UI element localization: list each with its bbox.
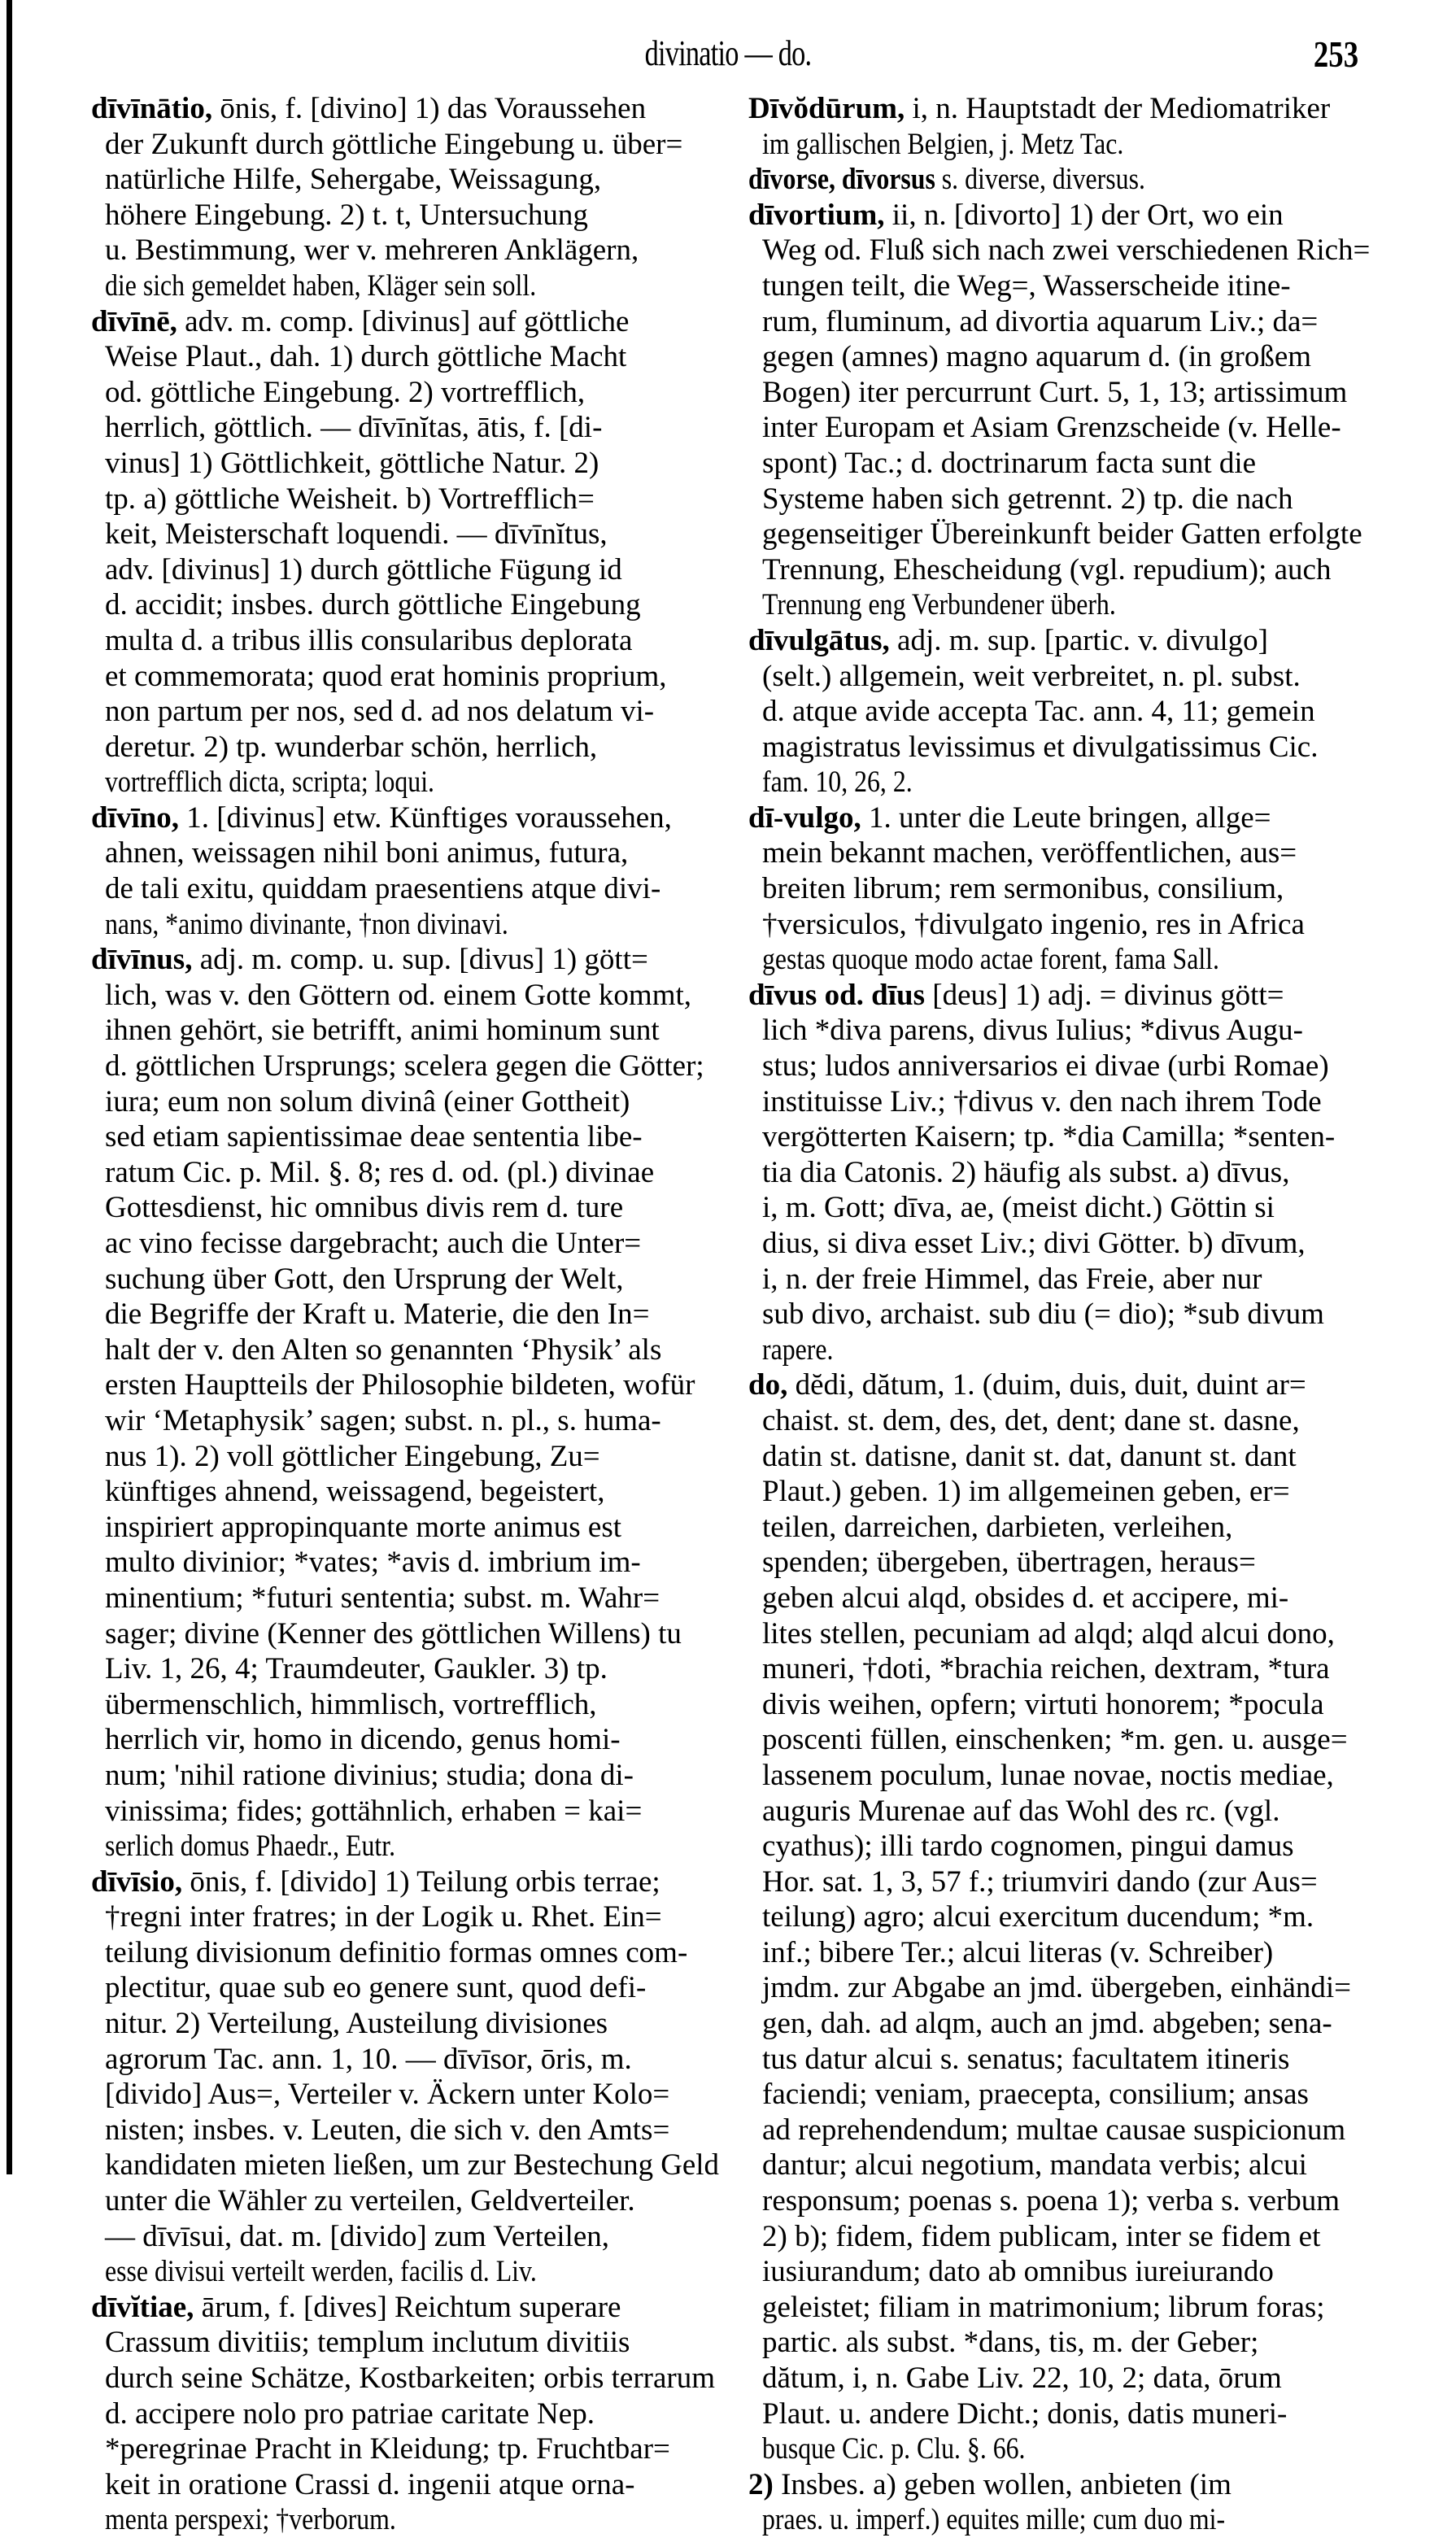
entry-line: iura; eum non solum divinâ (einer Gottheit) — [105, 1084, 630, 1119]
entry-line: suchung über Gott, den Ursprung der Welt, — [105, 1262, 624, 1296]
entry-line: praes. u. imperf.) equites mille; cum duo mi- — [762, 2503, 1226, 2537]
entry-line: Bogen) iter percurrunt Curt. 5, 1, 13; artissimum — [762, 375, 1348, 409]
headword: dīvulgātus, — [748, 623, 890, 657]
entry-first-line: dīvīsio, ōnis, f. [divido] 1) Teilung orbis terrae; — [91, 1864, 660, 1899]
entry-line: minentium; *futuri sententia; subst. m. Wahr= — [105, 1581, 660, 1615]
entry-line: divis weihen, opfern; virtuti honorem; *pocula — [762, 1687, 1324, 1721]
entry-line: d. accipere nolo pro patriae caritate Nep. — [105, 2396, 595, 2431]
running-header-title: divinatio — do. — [644, 33, 812, 73]
dictionary-entry — [91, 942, 719, 1864]
entry-line: durch seine Schätze, Kostbarkeiten; orbis terrarum — [105, 2361, 716, 2395]
entry-line: d. accidit; insbes. durch göttliche Eingebung — [105, 588, 641, 622]
entry-line: lites stellen, pecuniam ad alqd; alqd alcui dono, — [762, 1616, 1335, 1651]
entry-line: ihnen gehört, sie betrifft, animi hominum sunt — [105, 1014, 660, 1048]
entry-line: ersten Hauptteils der Philosophie bildeten, wofür — [105, 1368, 695, 1402]
headword: dīvorse, dīvorsus — [748, 163, 935, 197]
entry-line: vinus] 1) Göttlichkeit, göttliche Natur. 2) — [105, 446, 599, 480]
entry-line: gen, dah. ad alqm, auch an jmd. abgeben; sena- — [762, 2007, 1332, 2041]
entry-line: Plaut.) geben. 1) im allgemeinen geben, er= — [762, 1475, 1290, 1509]
entry-line: herrlich vir, homo in dicendo, genus homi- — [105, 1723, 621, 1757]
entry-line: menta perspexi; †verborum. — [105, 2503, 396, 2537]
entry-line: der Zukunft durch göttliche Eingebung u. über= — [105, 127, 683, 161]
entry-line: magistratus levissimus et divulgatissimus Cic. — [762, 730, 1319, 764]
entry-line: nus 1). 2) voll göttlicher Eingebung, Zu= — [105, 1439, 600, 1473]
entry-line: inter Europam et Asiam Grenzscheide (v. Helle- — [762, 411, 1341, 445]
dictionary-entry — [748, 91, 1380, 162]
entry-line: lich *diva parens, divus Iulius; *divus Augu- — [762, 1014, 1303, 1048]
entry-line: natürliche Hilfe, Sehergabe, Weissagung, — [105, 163, 602, 197]
entry-line: Liv. 1, 26, 4; Traumdeuter, Gaukler. 3) tp. — [105, 1652, 608, 1686]
entry-line: jmdm. zur Abgabe an jmd. übergeben, einhändi= — [762, 1971, 1352, 2005]
entry-line: wir ‘Metaphysik’ sagen; subst. n. pl., s. huma- — [105, 1403, 661, 1437]
entry-line: die Begriffe der Kraft u. Materie, die den In= — [105, 1297, 650, 1332]
entry-line: multo divinior; *vates; *avis d. imbrium im- — [105, 1546, 641, 1580]
entry-line: chaist. st. dem, des, det, dent; dane st. dasne, — [762, 1403, 1300, 1437]
headword: dī-vulgo, — [748, 800, 861, 835]
headword: dīvīsio, — [91, 1864, 183, 1899]
entry-line: dius, si diva esset Liv.; divi Götter. b) dīvum, — [762, 1227, 1306, 1260]
entry-line: im gallischen Belgien, j. Metz Tac. — [762, 127, 1124, 161]
entry-first-line: dīvĭtiae, ārum, f. [dives] Reichtum superare — [91, 2290, 621, 2324]
headword: dīvīnus, — [91, 943, 193, 977]
entry-line: d. göttlichen Ursprungs; scelera gegen die Götter; — [105, 1049, 704, 1084]
entry-line: 2) b); fidem, fidem publicam, inter se fidem et — [762, 2219, 1321, 2253]
entry-line: unter die Wähler zu verteilen, Geldverteiler. — [105, 2184, 635, 2218]
headword: 2) — [748, 2467, 774, 2501]
entry-line: plectitur, quae sub eo genere sunt, quod defi- — [105, 1971, 647, 2005]
entry-line: Trennung eng Verbundener überh. — [762, 588, 1116, 622]
entry-line: multa d. a tribus illis consularibus deplorata — [105, 623, 633, 657]
entry-line: Trennung, Ehescheidung (vgl. repudium); auch — [762, 552, 1332, 587]
entry-line: vinissima; fides; gottähnlich, erhaben = kai= — [105, 1794, 643, 1828]
entry-line: ac vino fecisse dargebracht; auch die Unter= — [105, 1227, 642, 1260]
entry-line: tus datur alcui s. senatus; facultatem itineris — [762, 2042, 1290, 2076]
entry-line: höhere Eingebung. 2) t. t, Untersuchung — [105, 198, 588, 232]
headword: dīvortium, — [748, 198, 885, 232]
entry-line: Gottesdienst, hic omnibus divis rem d. ture — [105, 1191, 624, 1225]
entry-line: cyathus); illi tardo cognomen, pingui damus — [762, 1829, 1294, 1864]
headword: dīvus od. dīus — [748, 978, 925, 1012]
entry-line: ratum Cic. p. Mil. §. 8; res d. od. (pl.) divinae — [105, 1155, 655, 1189]
entry-line: Weise Plaut., dah. 1) durch göttliche Macht — [105, 340, 627, 374]
entry-line: ahnen, weissagen nihil boni animus, futura, — [105, 836, 629, 870]
entry-first-line: dīvus od. dīus [deus] 1) adj. = divinus gött= — [748, 978, 1284, 1012]
entry-first-line: dīvīnē, adv. m. comp. [divinus] auf göttliche — [91, 304, 630, 338]
entry-line: — dīvīsui, dat. m. [divido] zum Verteilen, — [105, 2219, 610, 2253]
entry-line: stus; ludos anniversarios ei divae (urbi Romae) — [762, 1049, 1329, 1084]
entry-line: geleistet; filiam in matrimonium; librum foras; — [762, 2290, 1325, 2324]
left-column — [91, 91, 719, 2538]
entry-first-line: dīvorse, dīvorsus s. diverse, diversus. — [748, 163, 1145, 197]
right-column — [748, 91, 1380, 2538]
entry-line: sager; divine (Kenner des göttlichen Willens) tu — [105, 1616, 682, 1651]
entry-line: deretur. 2) tp. wunderbar schön, herrlich, — [105, 730, 598, 764]
headword: do, — [748, 1368, 788, 1402]
entry-line: †versiculos, †divulgato ingenio, res in Africa — [762, 907, 1305, 941]
entry-line: übermenschlich, himmlisch, vortrefflich, — [105, 1687, 597, 1721]
entry-line: u. Bestimmung, wer v. mehreren Anklägern, — [105, 233, 639, 268]
dictionary-entry — [91, 1864, 719, 2290]
entry-line: *peregrinae Pracht in Kleidung; tp. Fruchtbar= — [105, 2432, 670, 2466]
entry-line: responsum; poenas s. poena 1); verba s. verbum — [762, 2184, 1340, 2218]
entry-line: instituisse Liv.; †divus v. den nach ihrem Tode — [762, 1084, 1322, 1119]
entry-line: sed etiam sapientissimae deae sententia libe- — [105, 1120, 643, 1154]
entry-first-line: dīvīno, 1. [divinus] etw. Künftiges voraussehen, — [91, 800, 672, 835]
entry-line: inf.; bibere Ter.; alcui literas (v. Schreiber) — [762, 1935, 1274, 1969]
entry-line: sub divo, archaist. sub diu (= dio); *sub divum — [762, 1297, 1324, 1332]
entry-line: teilung) agro; alcui exercitum ducendum; *m. — [762, 1900, 1314, 1934]
headword: dīvīnē, — [91, 304, 177, 338]
entry-line: †regni inter fratres; in der Logik u. Rhet. Ein= — [105, 1900, 662, 1934]
entry-line: d. atque avide accepta Tac. ann. 4, 11; gemein — [762, 695, 1315, 729]
entry-line: de tali exitu, quiddam praesentiens atque divi- — [105, 872, 661, 906]
entry-line: vergötterten Kaisern; tp. *dia Camilla; *senten- — [762, 1120, 1336, 1154]
entry-first-line: dīvortium, ii, n. [divorto] 1) der Ort, wo ein — [748, 198, 1284, 232]
entry-line: teilung divisionum definitio formas omnes com- — [105, 1935, 688, 1969]
dictionary-entry — [91, 2290, 719, 2538]
entry-line: keit, Meisterschaft loquendi. — dīvīnĭtus, — [105, 517, 608, 552]
entry-line: serlich domus Phaedr., Eutr. — [105, 1829, 396, 1864]
entry-first-line: 2) Insbes. a) geben wollen, anbieten (im — [748, 2467, 1231, 2501]
entry-line: mein bekannt machen, veröffentlichen, aus= — [762, 836, 1297, 870]
entry-line: dantur; alcui negotium, mandata verbis; alcui — [762, 2148, 1307, 2183]
entry-line: vortrefflich dicta, scripta; loqui. — [105, 765, 434, 800]
entry-line: ad reprehendendum; multae causae suspicionum — [762, 2113, 1346, 2147]
page-number: 253 — [1313, 33, 1359, 75]
entry-line: Crassum divitiis; templum inclutum divitiis — [105, 2326, 630, 2360]
dictionary-entry — [748, 978, 1380, 1368]
entry-line: spenden; übergeben, übertragen, heraus= — [762, 1546, 1256, 1580]
dictionary-entry — [748, 1367, 1380, 2466]
entry-line: nitur. 2) Verteilung, Austeilung divisiones — [105, 2007, 608, 2041]
entry-line: lassenem poculum, lunae novae, noctis mediae, — [762, 1758, 1334, 1792]
headword: dīvīno, — [91, 800, 179, 835]
entry-line: [divido] Aus=, Verteiler v. Äckern unter Kolo= — [105, 2078, 670, 2112]
dictionary-entry — [748, 623, 1380, 800]
entry-line: Weg od. Fluß sich nach zwei verschiedenen Rich= — [762, 233, 1371, 268]
entry-line: datin st. datisne, danit st. dat, danunt st. dant — [762, 1439, 1297, 1473]
entry-line: gegenseitiger Übereinkunft beider Gatten erfolgte — [762, 517, 1362, 552]
entry-line: esse divisui verteilt werden, facilis d. Liv. — [105, 2255, 537, 2289]
entry-line: gegen (amnes) magno aquarum d. (in großem — [762, 340, 1312, 374]
entry-first-line: do, dĕdi, dătum, 1. (duim, duis, duit, duint ar= — [748, 1368, 1306, 1402]
entry-line: busque Cic. p. Clu. §. 66. — [762, 2432, 1026, 2466]
entry-line: tungen teilt, die Weg=, Wasserscheide itine- — [762, 268, 1291, 303]
entry-line: Hor. sat. 1, 3, 57 f.; triumviri dando (zur Aus= — [762, 1864, 1318, 1899]
entry-line: keit in oratione Crassi d. ingenii atque orna- — [105, 2467, 635, 2501]
entry-line: auguris Murenae auf das Wohl des rc. (vgl. — [762, 1794, 1280, 1828]
entry-line: lich, was v. den Göttern od. einem Gotte kommt, — [105, 978, 692, 1012]
entry-line: dătum, i, n. Gabe Liv. 22, 10, 2; data, ōrum — [762, 2361, 1282, 2395]
dictionary-entry — [91, 800, 719, 942]
headword: dīvĭtiae, — [91, 2290, 194, 2324]
entry-line: poscenti füllen, einschenken; *m. gen. u. ausge= — [762, 1723, 1348, 1757]
entry-line: die sich gemeldet haben, Kläger sein soll. — [105, 268, 537, 303]
entry-line: et commemorata; quod erat hominis proprium, — [105, 659, 667, 693]
entry-line: tia dia Catonis. 2) häufig als subst. a) dīvus, — [762, 1155, 1290, 1189]
entry-line: künftiges ahnend, weissagend, begeistert, — [105, 1475, 605, 1509]
entry-line: num; 'nihil ratione divinius; studia; dona di- — [105, 1758, 634, 1792]
entry-line: gestas quoque modo actae forent, fama Sall. — [762, 943, 1219, 977]
entry-line: i, n. der freie Himmel, das Freie, aber nur — [762, 1262, 1262, 1296]
entry-line: od. göttliche Eingebung. 2) vortrefflich, — [105, 375, 586, 409]
entry-line: rum, fluminum, ad divortia aquarum Liv.; da= — [762, 304, 1319, 338]
entry-line: muneri, †doti, *brachia reichen, dextram, *tura — [762, 1652, 1330, 1686]
entry-line: nans, *animo divinante, †non divinavi. — [105, 907, 508, 941]
entry-line: iusiurandum; dato ab omnibus iureiurando — [762, 2255, 1274, 2289]
dictionary-entry — [91, 91, 719, 304]
entry-line: Plaut. u. andere Dicht.; donis, datis muneri- — [762, 2396, 1288, 2431]
entry-line: halt der v. den Alten so genannten ‘Physik’ als — [105, 1332, 662, 1367]
entry-line: breiten librum; rem sermonibus, consilium, — [762, 872, 1284, 906]
dictionary-entry — [748, 162, 1380, 198]
entry-line: partic. als subst. *dans, tis, m. der Geber; — [762, 2326, 1259, 2360]
entry-line: tp. a) göttliche Weisheit. b) Vortrefflich= — [105, 482, 595, 516]
entry-first-line: dīvīnus, adj. m. comp. u. sup. [divus] 1) gött= — [91, 943, 648, 977]
entry-line: non partum per nos, sed d. ad nos delatum vi- — [105, 695, 655, 729]
entry-line: faciendi; veniam, praecepta, consilium; ansas — [762, 2078, 1309, 2112]
entry-first-line: dīvulgātus, adj. m. sup. [partic. v. divulgo] — [748, 623, 1268, 657]
entry-line: rapere. — [762, 1332, 834, 1367]
dictionary-entry — [748, 198, 1380, 623]
entry-line: adv. [divinus] 1) durch göttliche Fügung id — [105, 552, 622, 587]
entry-line: i, m. Gott; dīva, ae, (meist dicht.) Göttin si — [762, 1191, 1275, 1225]
entry-first-line: dīvīnātio, ōnis, f. [divino] 1) das Voraussehen — [91, 92, 647, 125]
entry-line: geben alcui alqd, obsides d. et accipere, mi- — [762, 1581, 1289, 1615]
dictionary-entry — [91, 304, 719, 800]
dictionary-entry — [748, 800, 1380, 978]
dictionary-entry — [748, 2467, 1380, 2538]
page-edge-border — [7, 0, 12, 2174]
entry-line: agrorum Tac. ann. 1, 10. — dīvīsor, ōris, m. — [105, 2042, 632, 2076]
entry-line: nisten; insbes. v. Leuten, die sich v. den Amts= — [105, 2113, 670, 2147]
entry-line: Systeme haben sich getrennt. 2) tp. die nach — [762, 482, 1293, 516]
entry-first-line: Dīvŏdūrum, i, n. Hauptstadt der Mediomatriker — [748, 92, 1331, 125]
entry-line: spont) Tac.; d. doctrinarum facta sunt die — [762, 446, 1257, 480]
entry-line: fam. 10, 26, 2. — [762, 765, 913, 800]
entry-line: teilen, darreichen, darbieten, verleihen, — [762, 1510, 1233, 1544]
entry-line: inspiriert appropinquante morte animus est — [105, 1510, 622, 1544]
headword: dīvīnātio, — [91, 92, 213, 125]
entry-line: kandidaten mieten ließen, um zur Bestechung Geld — [105, 2148, 719, 2183]
entry-line: herrlich, göttlich. — dīvīnĭtas, ātis, f. [di- — [105, 411, 603, 445]
entry-line: (selt.) allgemein, weit verbreitet, n. pl. subst. — [762, 659, 1301, 693]
headword: Dīvŏdūrum, — [748, 92, 905, 125]
entry-first-line: dī-vulgo, 1. unter die Leute bringen, allge= — [748, 800, 1271, 835]
